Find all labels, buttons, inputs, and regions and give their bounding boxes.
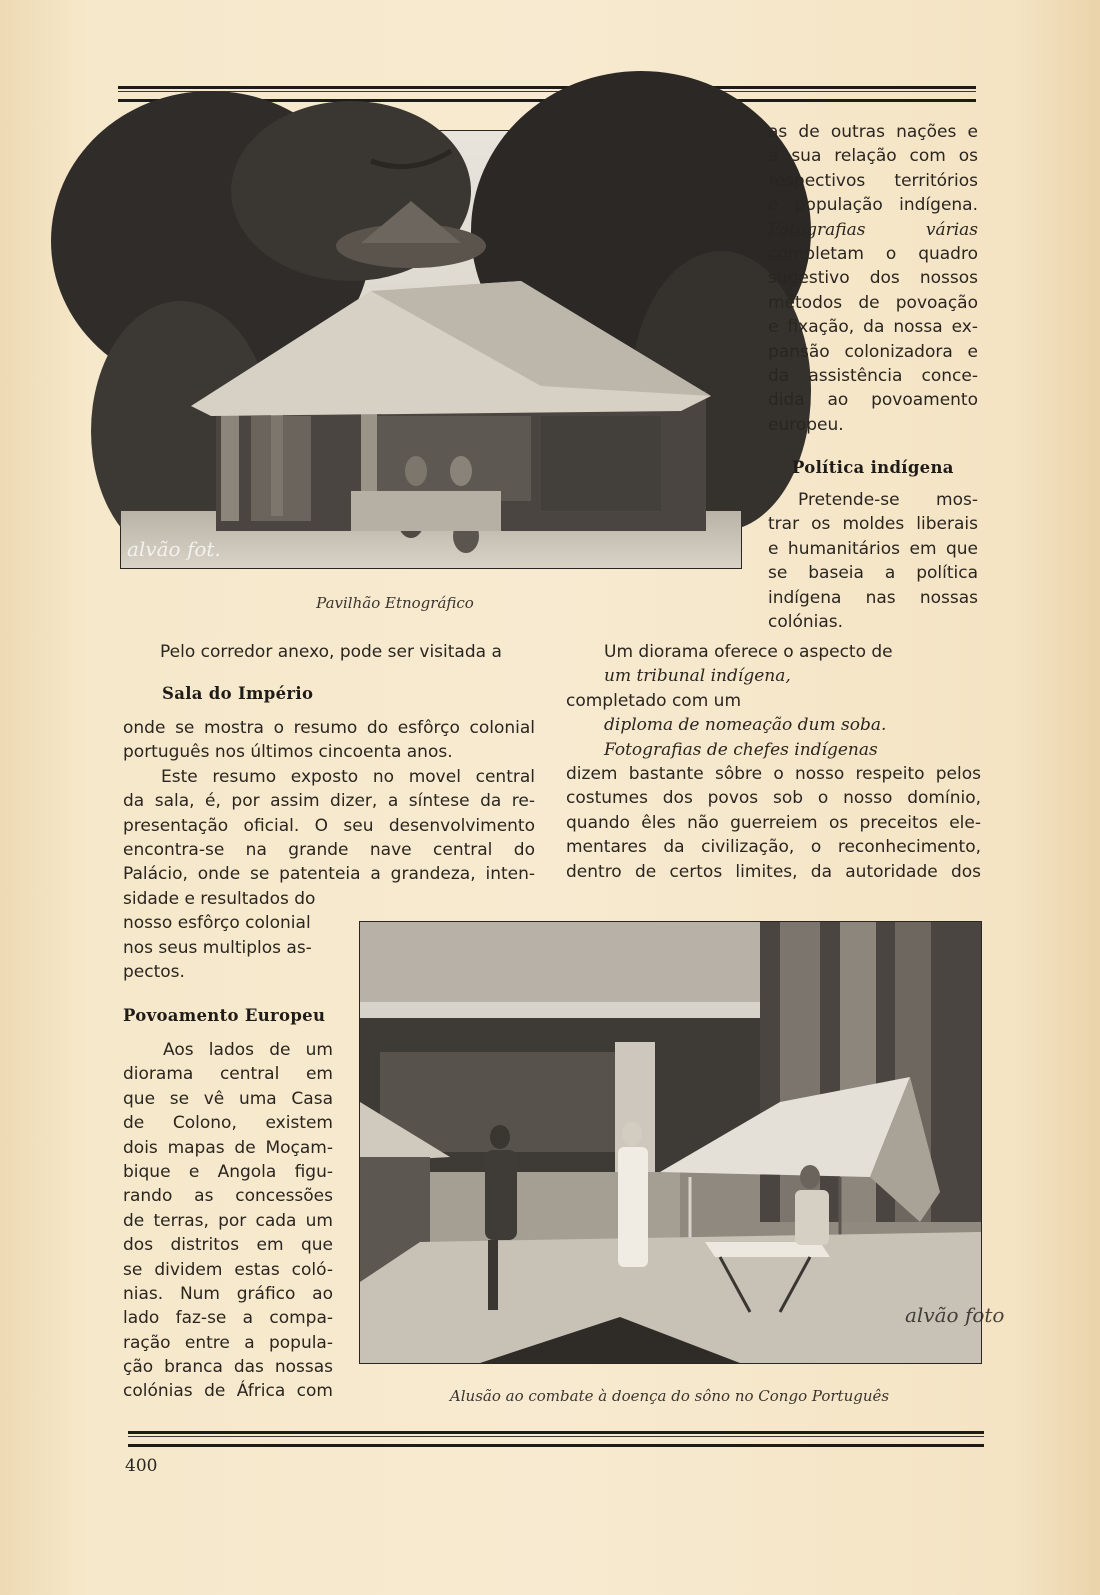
text-line: dentro de certos limites, da autoridade dos [566, 861, 981, 882]
text-line: métodos de povoação [768, 292, 978, 313]
text-line: diploma de nomeação dum soba. [604, 715, 887, 736]
text-line: dos distritos em que [123, 1235, 333, 1256]
text-line: a sua relação com os [768, 146, 978, 167]
text-line: Palácio, onde se patenteia a grandeza, inten- [123, 864, 535, 885]
text-line: Aos lados de um [163, 1040, 333, 1060]
text-line: encontra-se na grande nave central do [123, 839, 535, 860]
pavilion-photo-illustration [121, 131, 741, 568]
text-line: e fixação, da nossa ex- [768, 317, 978, 338]
text-line: completado com um [566, 690, 742, 711]
text-line: mentares da civilização, o reconhecimento, [566, 837, 981, 858]
text-line: pansão colonizadora e [768, 341, 978, 362]
text-line: presentação oficial. O seu desenvolvimento [123, 815, 535, 836]
heading-sala-do-imperio: Sala do Império [162, 684, 314, 703]
caption-pavilhao: Pavilhão Etnográfico [316, 594, 474, 612]
text-line: costumes dos povos sob o nosso domínio, [566, 788, 981, 809]
text-line: quando êles não guerreiem os preceitos ele- [566, 812, 981, 833]
text-line: respectivos territórios [768, 170, 978, 191]
text-line: bique e Angola figu- [123, 1161, 333, 1182]
photo-combate-doenca-sono [359, 921, 1005, 1364]
text-line: nos seus multiplos as- [123, 937, 312, 958]
text-line: e população indígena. [768, 195, 978, 216]
page-number: 400 [125, 1456, 158, 1476]
text-line: Este resumo exposto no movel central [161, 766, 535, 787]
text-line: trar os moldes liberais [768, 514, 978, 535]
bottom-double-rule [128, 1431, 984, 1447]
text-line: português nos últimos cincoenta anos. [123, 742, 453, 763]
text-line: da sala, é, por assim dizer, a síntese da re- [123, 791, 535, 812]
sala-text [123, 716, 535, 887]
text-line: as de outras nações e [768, 122, 978, 142]
heading-povoamento-europeu: Povoamento Europeu [123, 1006, 326, 1025]
text-line: sidade e resultados do [123, 889, 316, 909]
text-line: nosso esfôrço colonial [123, 913, 311, 934]
tent-scene-photo-illustration [360, 922, 1005, 1363]
text-line: que se vê uma Casa [123, 1088, 333, 1109]
text-line: rando as concessões [123, 1186, 333, 1207]
text-line: indígena nas nossas [768, 587, 978, 608]
politica-text [768, 488, 978, 634]
text-line: de Colono, existem [123, 1113, 333, 1134]
text-line: ração entre a popula- [123, 1332, 333, 1353]
text-line: dida ao povoamento [768, 390, 978, 411]
text-line: Fotografias de chefes indígenas [604, 739, 878, 760]
text-line: Fotografias várias [768, 219, 978, 240]
text-line: colónias de África com [123, 1381, 333, 1402]
text-line: ção branca das nossas [123, 1357, 333, 1378]
text-line: diorama central em [123, 1064, 333, 1085]
text-line: dois mapas de Moçam- [123, 1137, 333, 1158]
sala-text-narrow [123, 887, 333, 985]
text-line: da assistência conce- [768, 365, 978, 386]
caption-combate-doenca-sono: Alusão ao combate à doença do sôno no Congo Português [449, 1387, 890, 1405]
heading-politica-indigena: Política indígena [792, 458, 954, 477]
povoamento-text [123, 1038, 333, 1404]
text-line: se dividem estas coló- [123, 1259, 333, 1280]
text-line: Um diorama oferece o aspecto de [604, 642, 893, 662]
text-line: um tribunal indígena, [604, 666, 791, 687]
text-line: colónias. [768, 611, 844, 632]
text-line: sugestivo dos nossos [768, 268, 978, 289]
text-line: europeu. [768, 414, 844, 435]
photo-signature: alvão fot. [127, 537, 221, 561]
text-line: Pretende-se mos- [798, 490, 978, 510]
intro-line: Pelo corredor anexo, pode ser visitada a [160, 642, 502, 662]
text-line: lado faz-se a compa- [123, 1308, 333, 1329]
text-line: pectos. [123, 962, 185, 983]
right-column-top-text [768, 120, 978, 437]
text-line: e humanitários em que [768, 538, 978, 559]
photo-pavilhao-etnografico [120, 130, 742, 569]
text-line: de terras, por cada um [123, 1210, 333, 1231]
text-line: dizem bastante sôbre o nosso respeito pelos [566, 763, 981, 784]
text-line: completam o quadro [768, 243, 978, 264]
text-line: nias. Num gráfico ao [123, 1283, 333, 1304]
right-column-mid-text [566, 640, 981, 884]
text-line: se baseia a política [768, 563, 978, 584]
photo-signature: alvão foto [905, 1303, 1005, 1327]
text-line: onde se mostra o resumo do esfôrço colonial [123, 718, 535, 738]
